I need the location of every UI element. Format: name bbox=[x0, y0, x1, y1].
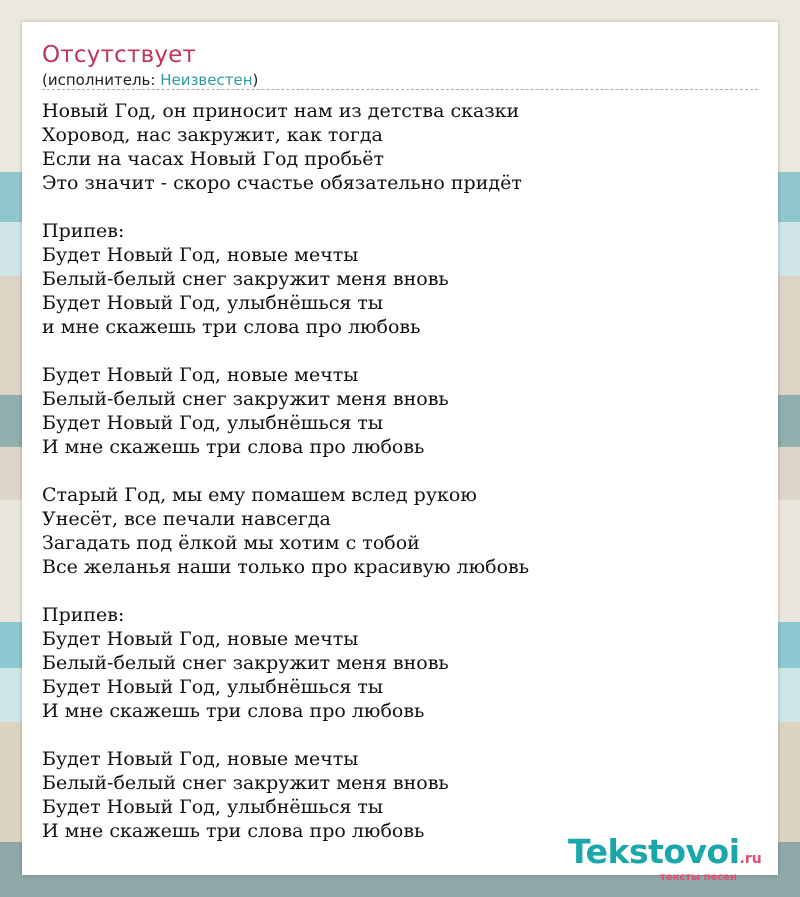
logo-tld: .ru bbox=[739, 851, 762, 867]
artist-line bbox=[42, 71, 258, 89]
logo-tagline: тексты песен bbox=[660, 872, 737, 883]
title-divider bbox=[42, 89, 758, 90]
logo-brand: Tekstovoi bbox=[568, 832, 740, 871]
artist-link[interactable]: Неизвестен bbox=[160, 71, 253, 89]
artist-prefix: (исполнитель: bbox=[42, 71, 161, 89]
artist-suffix: ) bbox=[252, 71, 259, 89]
lyrics-card bbox=[22, 22, 778, 883]
song-title: Отсутствует bbox=[42, 42, 197, 68]
site-logo-watermark bbox=[568, 832, 762, 883]
lyrics-text: Новый Год, он приносит нам из детства сказки Хоровод, нас закружит, как тогда Если на часах Новый Год пробьёт Это значит - скоро счастье обязательно придёт Припев: Будет Новый Год, новые мечты Белый-белый снег закружит меня вновь Будет Новый Год, улыбнёшься ты и мне скажешь три слова про любовь Будет Новый Год, новые мечты Белый-белый снег закружит меня вновь Будет Новый Год, улыбнёшься ты И мне скажешь три слова про любовь Старый Год, мы ему помашем вслед рукою Унесёт, все печали навсегда Загадать под ёлкой мы хотим с тобой Все желанья наши только про красивую любовь Припев: Будет Новый Год, новые мечты Белый-белый снег закружит меня вновь Будет Новый Год, улыбнёшься ты И мне скажешь три слова про любовь Будет Новый Год, новые мечты Белый-белый снег закружит меня вновь Будет Новый Год, улыбнёшься ты И мне скажешь три слова про любовь bbox=[42, 100, 530, 842]
